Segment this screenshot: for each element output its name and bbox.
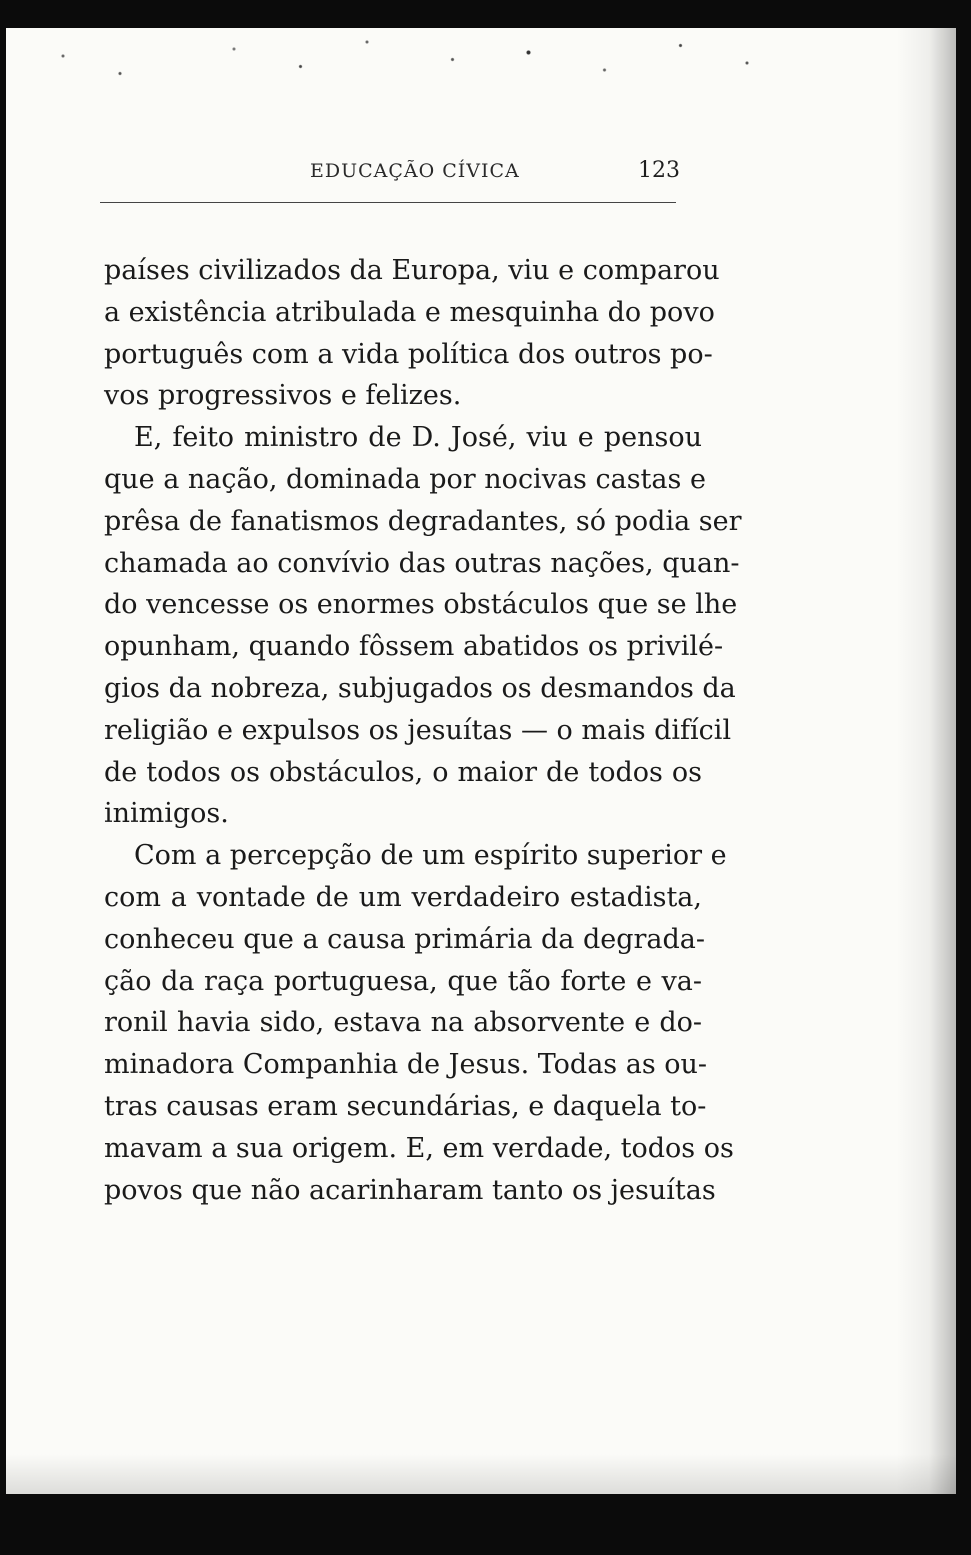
text-line: vos progressivos e felizes. — [104, 380, 462, 412]
text-line: prêsa de fanatismos degradantes, só podia ser — [104, 505, 742, 537]
header-rule — [100, 202, 676, 203]
scan-noise-top — [6, 28, 956, 98]
scan-shadow-right — [896, 28, 956, 1494]
text-line: a existência atribulada e mesquinha do povo — [104, 296, 715, 328]
text-line: de todos os obstáculos, o maior de todos os — [104, 756, 702, 788]
text-line: inimigos. — [104, 798, 229, 830]
text-line: do vencesse os enormes obstáculos que se lhe — [104, 589, 738, 621]
text-line: minadora Companhia de Jesus. Todas as ou- — [104, 1049, 708, 1081]
text-line: português com a vida política dos outros po- — [104, 338, 713, 370]
running-title: EDUCAÇÃO CÍVICA — [310, 160, 520, 182]
running-head — [100, 158, 680, 188]
text-line: tras causas eram secundárias, e daquela to- — [104, 1090, 707, 1122]
text-line: chamada ao convívio das outras nações, quan- — [104, 547, 740, 579]
paragraph-first-line: Com a percepção de um espírito superior e — [134, 840, 727, 872]
text-line: que a nação, dominada por nocivas castas e — [104, 463, 706, 495]
text-line: com a vontade de um verdadeiro estadista, — [104, 881, 702, 913]
text-line: opunham, quando fôssem abatidos os privilé- — [104, 631, 724, 663]
paragraph-first-line: E, feito ministro de D. José, viu e pensou — [134, 422, 702, 454]
body-text — [104, 250, 742, 1211]
text-line: países civilizados da Europa, viu e comparou — [104, 255, 720, 286]
text-line: ronil havia sido, estava na absorvente e do- — [104, 1007, 702, 1039]
text-line: religião e expulsos os jesuítas — o mais difícil — [104, 714, 732, 746]
text-line: povos que não acarinharam tanto os jesuítas — [104, 1174, 716, 1206]
text-line: gios da nobreza, subjugados os desmandos da — [104, 672, 736, 704]
page-number: 123 — [638, 158, 680, 183]
text-line: ção da raça portuguesa, que tão forte e va- — [104, 965, 702, 997]
scan-shadow-bottom — [6, 1454, 956, 1494]
text-line: conheceu que a causa primária da degrada- — [104, 923, 706, 955]
text-line: mavam a sua origem. E, em verdade, todos os — [104, 1132, 734, 1164]
